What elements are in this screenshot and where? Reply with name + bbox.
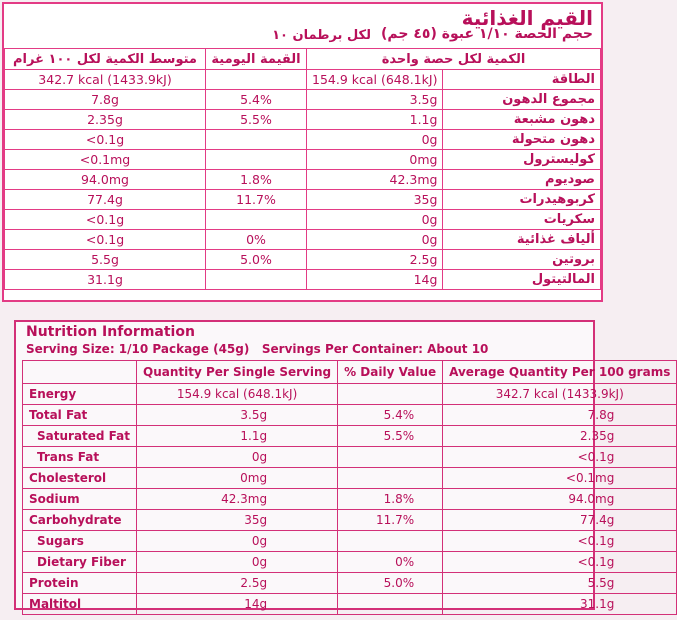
arabic-table-row xyxy=(5,230,601,250)
arabic-name-cell: صوديوم xyxy=(443,170,601,190)
arabic-serving-size: حجم الحصة ١/١٠ عبوة (٤٥ جم) xyxy=(381,26,593,42)
arabic-avg-cell: <0.1mg xyxy=(5,150,206,170)
english-nutrition-table xyxy=(22,360,677,615)
english-qty-cell: 1.1g xyxy=(137,426,338,447)
english-dv-cell: 0% xyxy=(338,552,443,573)
arabic-name-cell: بروتين xyxy=(443,250,601,270)
english-avg-cell: 77.4g xyxy=(443,510,677,531)
english-dv-cell xyxy=(338,594,443,615)
english-header-row xyxy=(23,361,677,384)
arabic-avg-cell: 7.8g xyxy=(5,90,206,110)
arabic-table-row xyxy=(5,130,601,150)
english-qty-cell: 0g xyxy=(137,447,338,468)
arabic-header-qty: الكمية لكل حصة واحدة xyxy=(307,49,601,70)
english-serving-size: Serving Size: 1/10 Package (45g) xyxy=(26,342,250,356)
arabic-name-cell: الطاقة xyxy=(443,70,601,90)
arabic-qty-cell: 35g xyxy=(307,190,443,210)
english-name-cell: Carbohydrate xyxy=(23,510,137,531)
english-dv-cell: 1.8% xyxy=(338,489,443,510)
arabic-table-row xyxy=(5,110,601,130)
english-header-qty: Quantity Per Single Serving xyxy=(137,361,338,384)
arabic-dv-cell: 5.4% xyxy=(206,90,307,110)
arabic-nutrition-label xyxy=(2,2,603,302)
english-dv-cell xyxy=(338,384,443,405)
arabic-avg-cell: 94.0mg xyxy=(5,170,206,190)
english-name-cell: Total Fat xyxy=(23,405,137,426)
english-dv-cell: 5.4% xyxy=(338,405,443,426)
arabic-nutrition-table xyxy=(4,48,601,290)
arabic-table-row xyxy=(5,170,601,190)
english-avg-cell: <0.1g xyxy=(443,447,677,468)
arabic-qty-cell: 0g xyxy=(307,210,443,230)
arabic-dv-cell: 1.8% xyxy=(206,170,307,190)
arabic-header-row xyxy=(5,49,601,70)
arabic-avg-cell: 77.4g xyxy=(5,190,206,210)
english-dv-cell: 11.7% xyxy=(338,510,443,531)
arabic-avg-cell: 5.5g xyxy=(5,250,206,270)
arabic-qty-cell: 14g xyxy=(307,270,443,290)
arabic-name-cell: المالتيتول xyxy=(443,270,601,290)
english-avg-cell: <0.1mg xyxy=(443,468,677,489)
english-name-cell: Trans Fat xyxy=(23,447,137,468)
english-qty-cell: 154.9 kcal (648.1kJ) xyxy=(137,384,338,405)
arabic-table-row xyxy=(5,70,601,90)
arabic-avg-cell: 342.7 kcal (1433.9kJ) xyxy=(5,70,206,90)
arabic-avg-cell: <0.1g xyxy=(5,210,206,230)
english-dv-cell: 5.0% xyxy=(338,573,443,594)
english-name-cell: Cholesterol xyxy=(23,468,137,489)
english-table-row xyxy=(23,426,677,447)
arabic-dv-cell: 0% xyxy=(206,230,307,250)
arabic-title: القيم الغذائية xyxy=(461,6,593,30)
arabic-dv-cell xyxy=(206,210,307,230)
arabic-qty-cell: 3.5g xyxy=(307,90,443,110)
arabic-table-row xyxy=(5,90,601,110)
arabic-qty-cell: 0mg xyxy=(307,150,443,170)
arabic-name-cell: كربوهيدرات xyxy=(443,190,601,210)
arabic-name-cell: سكريات xyxy=(443,210,601,230)
english-avg-cell: <0.1g xyxy=(443,552,677,573)
english-title: Nutrition Information xyxy=(26,324,195,340)
english-dv-cell xyxy=(338,468,443,489)
arabic-header-dv: القيمة اليومية xyxy=(206,49,307,70)
english-name-cell: Maltitol xyxy=(23,594,137,615)
arabic-name-cell: دهون متحولة xyxy=(443,130,601,150)
arabic-table-row xyxy=(5,250,601,270)
arabic-table-row xyxy=(5,150,601,170)
english-avg-cell: 5.5g xyxy=(443,573,677,594)
english-table-row xyxy=(23,489,677,510)
english-avg-cell: <0.1g xyxy=(443,531,677,552)
arabic-dv-cell: 5.5% xyxy=(206,110,307,130)
arabic-dv-cell xyxy=(206,270,307,290)
english-name-cell: Protein xyxy=(23,573,137,594)
arabic-dv-cell xyxy=(206,130,307,150)
english-dv-cell xyxy=(338,531,443,552)
english-avg-cell: 342.7 kcal (1433.9kJ) xyxy=(443,384,677,405)
arabic-table-row xyxy=(5,210,601,230)
english-qty-cell: 2.5g xyxy=(137,573,338,594)
english-dv-cell xyxy=(338,447,443,468)
arabic-qty-cell: 0g xyxy=(307,230,443,250)
arabic-qty-cell: 2.5g xyxy=(307,250,443,270)
english-table-row xyxy=(23,573,677,594)
english-name-cell: Saturated Fat xyxy=(23,426,137,447)
arabic-dv-cell: 5.0% xyxy=(206,250,307,270)
arabic-avg-cell: <0.1g xyxy=(5,230,206,250)
english-table-row xyxy=(23,405,677,426)
english-serving-line xyxy=(26,342,488,356)
english-qty-cell: 0g xyxy=(137,552,338,573)
english-servings-per-container: Servings Per Container: About 10 xyxy=(261,342,489,356)
arabic-name-cell: ألياف غذائية xyxy=(443,230,601,250)
arabic-avg-cell: 31.1g xyxy=(5,270,206,290)
english-qty-cell: 35g xyxy=(137,510,338,531)
english-table-row xyxy=(23,552,677,573)
english-table-row xyxy=(23,447,677,468)
arabic-name-cell: كوليسترول xyxy=(443,150,601,170)
english-table-row xyxy=(23,384,677,405)
english-table-row xyxy=(23,531,677,552)
arabic-per-container: لكل برطمان ١٠ xyxy=(272,28,371,43)
english-table-row xyxy=(23,594,677,615)
english-avg-cell: 2.35g xyxy=(443,426,677,447)
english-qty-cell: 14g xyxy=(137,594,338,615)
arabic-dv-cell xyxy=(206,150,307,170)
english-name-cell: Dietary Fiber xyxy=(23,552,137,573)
arabic-table-row xyxy=(5,190,601,210)
english-name-cell: Energy xyxy=(23,384,137,405)
arabic-dv-cell: 11.7% xyxy=(206,190,307,210)
arabic-avg-cell: 2.35g xyxy=(5,110,206,130)
arabic-qty-cell: 0g xyxy=(307,130,443,150)
english-qty-cell: 42.3mg xyxy=(137,489,338,510)
english-dv-cell: 5.5% xyxy=(338,426,443,447)
arabic-avg-cell: <0.1g xyxy=(5,130,206,150)
english-qty-cell: 3.5g xyxy=(137,405,338,426)
arabic-qty-cell: 1.1g xyxy=(307,110,443,130)
english-qty-cell: 0mg xyxy=(137,468,338,489)
english-qty-cell: 0g xyxy=(137,531,338,552)
english-header-name xyxy=(23,361,137,384)
arabic-dv-cell xyxy=(206,70,307,90)
arabic-qty-cell: 154.9 kcal (648.1kJ) xyxy=(307,70,443,90)
english-avg-cell: 7.8g xyxy=(443,405,677,426)
arabic-name-cell: دهون مشبعة xyxy=(443,110,601,130)
english-name-cell: Sugars xyxy=(23,531,137,552)
english-avg-cell: 31.1g xyxy=(443,594,677,615)
arabic-name-cell: مجموع الدهون xyxy=(443,90,601,110)
english-header-avg: Average Quantity Per 100 grams xyxy=(443,361,677,384)
arabic-table-row xyxy=(5,270,601,290)
english-avg-cell: 94.0mg xyxy=(443,489,677,510)
english-table-row xyxy=(23,468,677,489)
english-header-dv: % Daily Value xyxy=(338,361,443,384)
english-name-cell: Sodium xyxy=(23,489,137,510)
arabic-qty-cell: 42.3mg xyxy=(307,170,443,190)
english-nutrition-label xyxy=(14,320,671,611)
english-table-row xyxy=(23,510,677,531)
arabic-header-avg: متوسط الكمية لكل ١٠٠ غرام xyxy=(5,49,206,70)
